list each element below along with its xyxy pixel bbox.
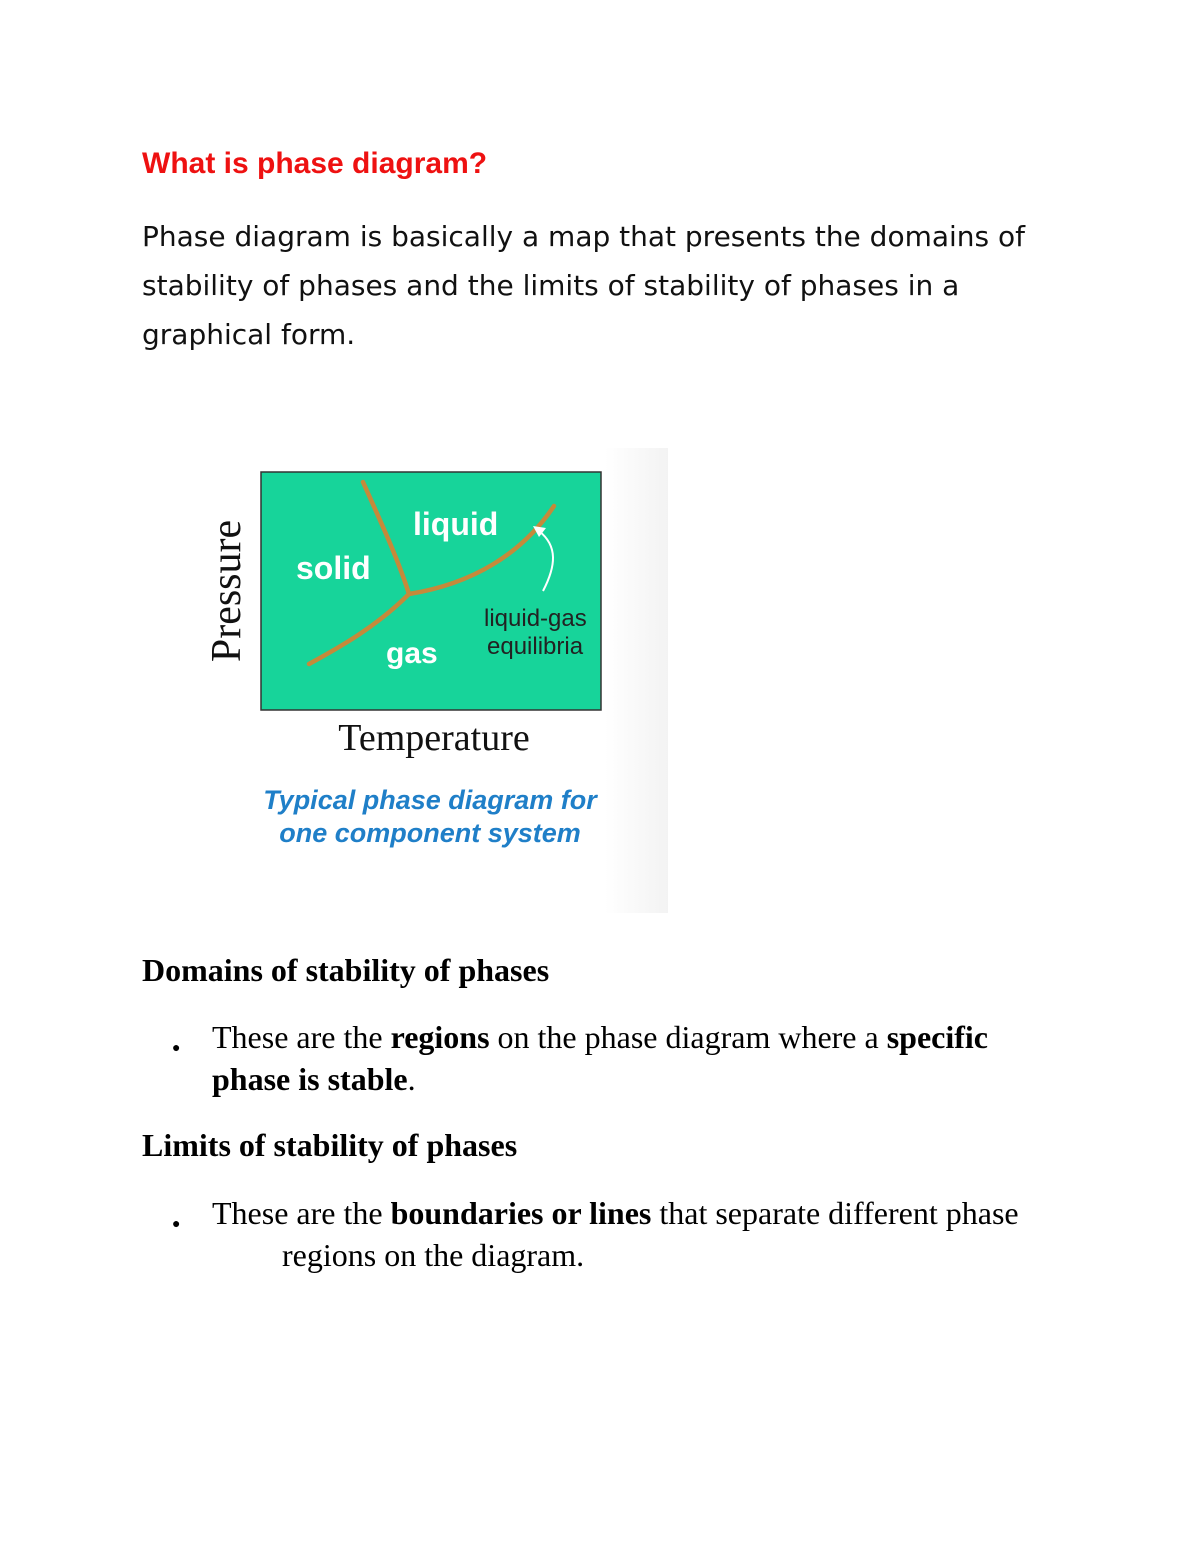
caption-line-2: one component system — [279, 818, 581, 848]
annotation-line-1: liquid-gas — [484, 605, 587, 632]
solid-label: solid — [296, 550, 371, 586]
liquid-label: liquid — [413, 506, 499, 542]
domains-bullet-list — [142, 1016, 1062, 1100]
gas-label: gas — [386, 637, 438, 670]
bold-term: boundaries or lines — [390, 1195, 652, 1231]
annotation-line-2: equilibria — [487, 633, 584, 660]
phase-diagram-figure — [142, 448, 668, 913]
limits-heading: Limits of stability of phases — [142, 1127, 518, 1163]
page-title: What is phase diagram? — [142, 147, 488, 180]
list-item: ● These are the boundaries or lines that separate different phaseregions on the diagram. — [172, 1195, 1019, 1273]
caption-line-1: Typical phase diagram for — [263, 785, 597, 815]
y-axis-label: Pressure — [204, 519, 250, 663]
phase-diagram-svg — [142, 448, 668, 913]
bullet-icon: ● — [172, 1041, 181, 1056]
intro-paragraph: Phase diagram is basically a map that presents the domains of stability of phases and the limits of stability of phases in a graphical form. — [142, 220, 1026, 351]
list-item: ● These are the regions on the phase diagram where a specific phase is stable. — [172, 1019, 988, 1097]
bold-term: specific phase is stable — [212, 1019, 988, 1097]
domains-heading: Domains of stability of phases — [142, 952, 550, 988]
bold-term: regions — [390, 1019, 490, 1055]
limits-bullet-list — [142, 1192, 1062, 1276]
bullet-icon: ● — [172, 1217, 181, 1232]
x-axis-label: Temperature — [338, 717, 530, 759]
